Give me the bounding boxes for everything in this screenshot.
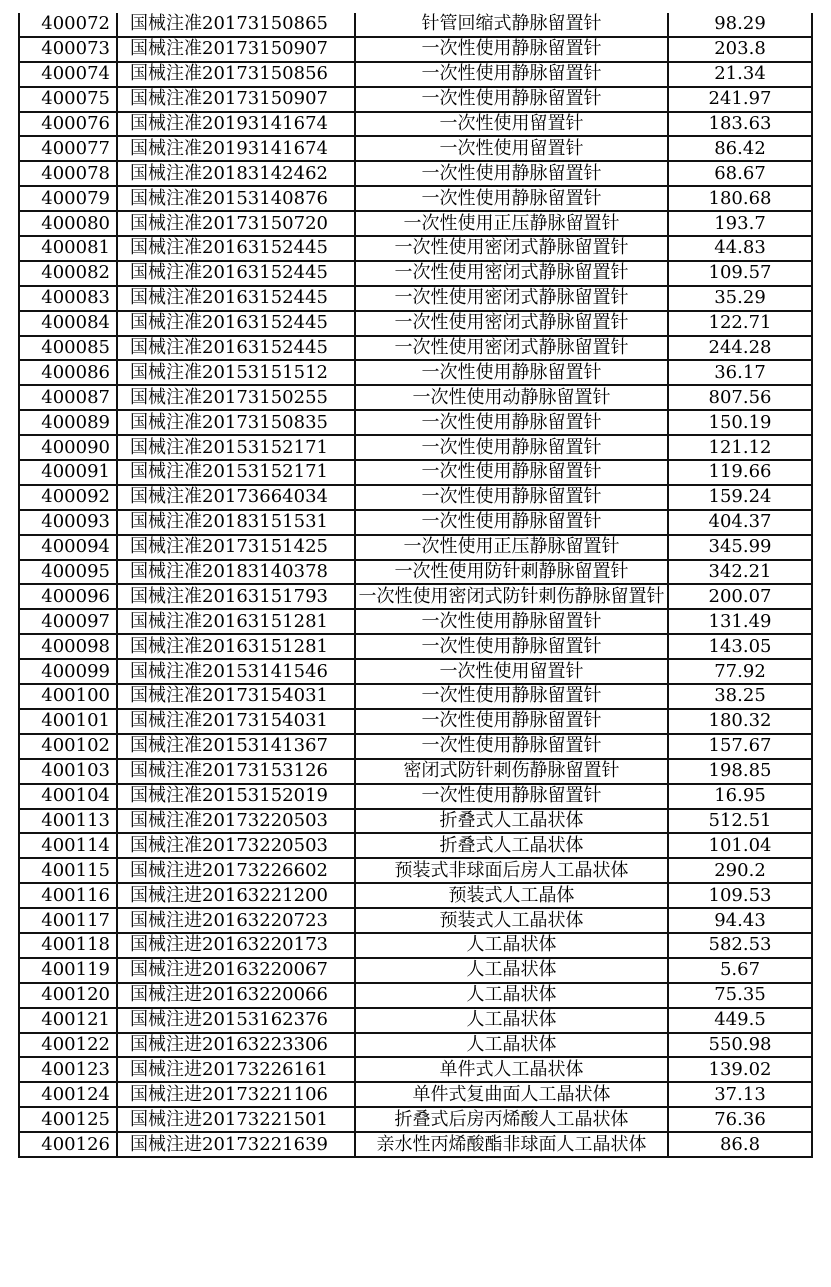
product-name-cell: 一次性使用静脉留置针 — [355, 684, 668, 709]
registration-number-cell: 国械注准20173153126 — [117, 759, 355, 784]
price-cell: 101.04 — [668, 833, 812, 858]
table-row — [19, 236, 812, 261]
price-cell: 198.85 — [668, 759, 812, 784]
registration-number-cell: 国械注准20173220503 — [117, 833, 355, 858]
code-cell: 400122 — [19, 1033, 117, 1058]
code-cell: 400123 — [19, 1057, 117, 1082]
price-cell: 86.42 — [668, 136, 812, 161]
table-row — [19, 858, 812, 883]
registration-number-cell: 国械注准20173154031 — [117, 684, 355, 709]
code-cell: 400099 — [19, 659, 117, 684]
product-name-cell: 一次性使用静脉留置针 — [355, 709, 668, 734]
table-row — [19, 87, 812, 112]
code-cell: 400089 — [19, 410, 117, 435]
price-cell: 550.98 — [668, 1033, 812, 1058]
product-name-cell: 一次性使用静脉留置针 — [355, 410, 668, 435]
price-cell: 5.67 — [668, 958, 812, 983]
code-cell: 400084 — [19, 311, 117, 336]
product-name-cell: 一次性使用密闭式静脉留置针 — [355, 261, 668, 286]
registration-number-cell: 国械注进20163220067 — [117, 958, 355, 983]
product-name-cell: 一次性使用密闭式静脉留置针 — [355, 311, 668, 336]
registration-number-cell: 国械注准20183151531 — [117, 510, 355, 535]
registration-number-cell: 国械注进20153162376 — [117, 1008, 355, 1033]
price-cell: 35.29 — [668, 286, 812, 311]
table-row — [19, 136, 812, 161]
product-name-cell: 一次性使用留置针 — [355, 659, 668, 684]
registration-number-cell: 国械注进20173221639 — [117, 1132, 355, 1157]
product-name-cell: 人工晶状体 — [355, 958, 668, 983]
product-name-cell: 一次性使用密闭式静脉留置针 — [355, 336, 668, 361]
code-cell: 400077 — [19, 136, 117, 161]
price-cell: 150.19 — [668, 410, 812, 435]
registration-number-cell: 国械注进20163220066 — [117, 983, 355, 1008]
price-cell: 143.05 — [668, 634, 812, 659]
code-cell: 400098 — [19, 634, 117, 659]
registration-number-cell: 国械注准20173154031 — [117, 709, 355, 734]
registration-number-cell: 国械注准20153140876 — [117, 186, 355, 211]
product-name-cell: 一次性使用静脉留置针 — [355, 510, 668, 535]
product-name-cell: 人工晶状体 — [355, 1033, 668, 1058]
code-cell: 400120 — [19, 983, 117, 1008]
price-cell: 122.71 — [668, 311, 812, 336]
table-row — [19, 1082, 812, 1107]
product-price-table — [18, 13, 813, 1158]
table-row — [19, 13, 812, 37]
code-cell: 400085 — [19, 336, 117, 361]
table-row — [19, 908, 812, 933]
registration-number-cell: 国械注准20153141546 — [117, 659, 355, 684]
registration-number-cell: 国械注准20163151793 — [117, 584, 355, 609]
price-cell: 203.8 — [668, 37, 812, 62]
table-row — [19, 261, 812, 286]
table-row — [19, 958, 812, 983]
table-row — [19, 659, 812, 684]
registration-number-cell: 国械注准20153152171 — [117, 435, 355, 460]
product-name-cell: 一次性使用静脉留置针 — [355, 161, 668, 186]
table-row — [19, 1008, 812, 1033]
product-name-cell: 折叠式人工晶状体 — [355, 809, 668, 834]
table-row — [19, 460, 812, 485]
price-cell: 193.7 — [668, 211, 812, 236]
code-cell: 400078 — [19, 161, 117, 186]
code-cell: 400118 — [19, 933, 117, 958]
price-cell: 121.12 — [668, 435, 812, 460]
product-name-cell: 一次性使用正压静脉留置针 — [355, 211, 668, 236]
product-name-cell: 一次性使用密闭式防针刺伤静脉留置针 — [355, 584, 668, 609]
code-cell: 400115 — [19, 858, 117, 883]
product-name-cell: 一次性使用动静脉留置针 — [355, 385, 668, 410]
table-row — [19, 784, 812, 809]
registration-number-cell: 国械注准20183142462 — [117, 161, 355, 186]
table-row — [19, 1107, 812, 1132]
code-cell: 400100 — [19, 684, 117, 709]
product-name-cell: 一次性使用防针刺静脉留置针 — [355, 560, 668, 585]
code-cell: 400104 — [19, 784, 117, 809]
code-cell: 400076 — [19, 112, 117, 137]
table-row — [19, 684, 812, 709]
code-cell: 400081 — [19, 236, 117, 261]
registration-number-cell: 国械注准20153152171 — [117, 460, 355, 485]
registration-number-cell: 国械注准20173150907 — [117, 87, 355, 112]
table-row — [19, 485, 812, 510]
table-row — [19, 833, 812, 858]
registration-number-cell: 国械注进20163223306 — [117, 1033, 355, 1058]
price-cell: 98.29 — [668, 13, 812, 37]
product-name-cell: 一次性使用静脉留置针 — [355, 37, 668, 62]
table-row — [19, 286, 812, 311]
price-cell: 241.97 — [668, 87, 812, 112]
table-row — [19, 933, 812, 958]
table-row — [19, 211, 812, 236]
registration-number-cell: 国械注准20173220503 — [117, 809, 355, 834]
product-name-cell: 密闭式防针刺伤静脉留置针 — [355, 759, 668, 784]
price-cell: 404.37 — [668, 510, 812, 535]
code-cell: 400102 — [19, 734, 117, 759]
table-row — [19, 883, 812, 908]
product-name-cell: 单件式复曲面人工晶状体 — [355, 1082, 668, 1107]
code-cell: 400075 — [19, 87, 117, 112]
code-cell: 400087 — [19, 385, 117, 410]
table-row — [19, 709, 812, 734]
code-cell: 400117 — [19, 908, 117, 933]
product-name-cell: 亲水性丙烯酸酯非球面人工晶状体 — [355, 1132, 668, 1157]
table-row — [19, 311, 812, 336]
price-cell: 77.92 — [668, 659, 812, 684]
table-row — [19, 734, 812, 759]
product-name-cell: 一次性使用留置针 — [355, 136, 668, 161]
price-cell: 119.66 — [668, 460, 812, 485]
registration-number-cell: 国械注进20163220173 — [117, 933, 355, 958]
product-name-cell: 人工晶状体 — [355, 983, 668, 1008]
registration-number-cell: 国械注准20153152019 — [117, 784, 355, 809]
registration-number-cell: 国械注进20163220723 — [117, 908, 355, 933]
product-name-cell: 一次性使用静脉留置针 — [355, 360, 668, 385]
code-cell: 400079 — [19, 186, 117, 211]
code-cell: 400080 — [19, 211, 117, 236]
price-cell: 345.99 — [668, 535, 812, 560]
table-row — [19, 809, 812, 834]
product-name-cell: 一次性使用静脉留置针 — [355, 485, 668, 510]
price-cell: 159.24 — [668, 485, 812, 510]
registration-number-cell: 国械注准20163152445 — [117, 236, 355, 261]
table-row — [19, 161, 812, 186]
table-row — [19, 759, 812, 784]
code-cell: 400090 — [19, 435, 117, 460]
price-cell: 109.57 — [668, 261, 812, 286]
table-row — [19, 634, 812, 659]
price-cell: 157.67 — [668, 734, 812, 759]
registration-number-cell: 国械注准20173664034 — [117, 485, 355, 510]
price-cell: 75.35 — [668, 983, 812, 1008]
price-cell: 76.36 — [668, 1107, 812, 1132]
product-name-cell: 一次性使用密闭式静脉留置针 — [355, 236, 668, 261]
price-cell: 180.32 — [668, 709, 812, 734]
table-row — [19, 336, 812, 361]
product-name-cell: 一次性使用静脉留置针 — [355, 634, 668, 659]
product-name-cell: 折叠式人工晶状体 — [355, 833, 668, 858]
table-row — [19, 435, 812, 460]
product-name-cell: 一次性使用静脉留置针 — [355, 609, 668, 634]
registration-number-cell: 国械注准20163152445 — [117, 261, 355, 286]
registration-number-cell: 国械注准20153141367 — [117, 734, 355, 759]
product-name-cell: 预装式非球面后房人工晶状体 — [355, 858, 668, 883]
price-cell: 200.07 — [668, 584, 812, 609]
registration-number-cell: 国械注准20163151281 — [117, 634, 355, 659]
price-cell: 44.83 — [668, 236, 812, 261]
registration-number-cell: 国械注准20163152445 — [117, 336, 355, 361]
registration-number-cell: 国械注准20163152445 — [117, 311, 355, 336]
code-cell: 400116 — [19, 883, 117, 908]
price-cell: 512.51 — [668, 809, 812, 834]
price-cell: 38.25 — [668, 684, 812, 709]
product-name-cell: 一次性使用静脉留置针 — [355, 87, 668, 112]
code-cell: 400096 — [19, 584, 117, 609]
code-cell: 400125 — [19, 1107, 117, 1132]
product-name-cell: 一次性使用静脉留置针 — [355, 784, 668, 809]
table-row — [19, 560, 812, 585]
table-row — [19, 535, 812, 560]
price-cell: 244.28 — [668, 336, 812, 361]
price-cell: 94.43 — [668, 908, 812, 933]
code-cell: 400121 — [19, 1008, 117, 1033]
code-cell: 400113 — [19, 809, 117, 834]
product-name-cell: 折叠式后房丙烯酸人工晶状体 — [355, 1107, 668, 1132]
code-cell: 400114 — [19, 833, 117, 858]
table-row — [19, 1132, 812, 1157]
code-cell: 400072 — [19, 13, 117, 37]
table-row — [19, 584, 812, 609]
registration-number-cell: 国械注准20163152445 — [117, 286, 355, 311]
price-cell: 342.21 — [668, 560, 812, 585]
product-name-cell: 一次性使用密闭式静脉留置针 — [355, 286, 668, 311]
code-cell: 400082 — [19, 261, 117, 286]
price-cell: 449.5 — [668, 1008, 812, 1033]
price-cell: 183.63 — [668, 112, 812, 137]
registration-number-cell: 国械注准20193141674 — [117, 136, 355, 161]
registration-number-cell: 国械注准20173150720 — [117, 211, 355, 236]
table-row — [19, 360, 812, 385]
product-name-cell: 一次性使用正压静脉留置针 — [355, 535, 668, 560]
product-name-cell: 一次性使用静脉留置针 — [355, 460, 668, 485]
product-name-cell: 人工晶状体 — [355, 933, 668, 958]
registration-number-cell: 国械注准20153151512 — [117, 360, 355, 385]
price-cell: 16.95 — [668, 784, 812, 809]
code-cell: 400073 — [19, 37, 117, 62]
code-cell: 400101 — [19, 709, 117, 734]
product-name-cell: 预装式人工晶状体 — [355, 908, 668, 933]
table-row — [19, 37, 812, 62]
price-cell: 807.56 — [668, 385, 812, 410]
code-cell: 400095 — [19, 560, 117, 585]
table-row — [19, 410, 812, 435]
registration-number-cell: 国械注准20173151425 — [117, 535, 355, 560]
registration-number-cell: 国械注进20173226161 — [117, 1057, 355, 1082]
product-name-cell: 一次性使用静脉留置针 — [355, 62, 668, 87]
registration-number-cell: 国械注准20173150255 — [117, 385, 355, 410]
table-row — [19, 609, 812, 634]
price-cell: 139.02 — [668, 1057, 812, 1082]
table-row — [19, 385, 812, 410]
code-cell: 400119 — [19, 958, 117, 983]
product-name-cell: 人工晶状体 — [355, 1008, 668, 1033]
registration-number-cell: 国械注准20173150907 — [117, 37, 355, 62]
code-cell: 400126 — [19, 1132, 117, 1157]
registration-number-cell: 国械注准20173150856 — [117, 62, 355, 87]
registration-number-cell: 国械注进20173221106 — [117, 1082, 355, 1107]
code-cell: 400124 — [19, 1082, 117, 1107]
price-cell: 290.2 — [668, 858, 812, 883]
table-row — [19, 62, 812, 87]
product-name-cell: 一次性使用留置针 — [355, 112, 668, 137]
code-cell: 400094 — [19, 535, 117, 560]
code-cell: 400074 — [19, 62, 117, 87]
price-cell: 68.67 — [668, 161, 812, 186]
product-name-cell: 一次性使用静脉留置针 — [355, 734, 668, 759]
table-row — [19, 186, 812, 211]
price-cell: 36.17 — [668, 360, 812, 385]
price-cell: 131.49 — [668, 609, 812, 634]
registration-number-cell: 国械注进20173221501 — [117, 1107, 355, 1132]
code-cell: 400086 — [19, 360, 117, 385]
product-name-cell: 针管回缩式静脉留置针 — [355, 13, 668, 37]
code-cell: 400103 — [19, 759, 117, 784]
price-cell: 37.13 — [668, 1082, 812, 1107]
product-name-cell: 预装式人工晶体 — [355, 883, 668, 908]
table-row — [19, 1057, 812, 1082]
price-cell: 109.53 — [668, 883, 812, 908]
registration-number-cell: 国械注准20193141674 — [117, 112, 355, 137]
table-row — [19, 510, 812, 535]
registration-number-cell: 国械注准20173150835 — [117, 410, 355, 435]
registration-number-cell: 国械注准20163151281 — [117, 609, 355, 634]
price-cell: 180.68 — [668, 186, 812, 211]
registration-number-cell: 国械注准20173150865 — [117, 13, 355, 37]
table-body — [19, 13, 812, 1157]
registration-number-cell: 国械注准20183140378 — [117, 560, 355, 585]
product-name-cell: 一次性使用静脉留置针 — [355, 186, 668, 211]
product-name-cell: 一次性使用静脉留置针 — [355, 435, 668, 460]
product-name-cell: 单件式人工晶状体 — [355, 1057, 668, 1082]
table-row — [19, 1033, 812, 1058]
code-cell: 400083 — [19, 286, 117, 311]
code-cell: 400097 — [19, 609, 117, 634]
code-cell: 400093 — [19, 510, 117, 535]
price-cell: 21.34 — [668, 62, 812, 87]
registration-number-cell: 国械注进20163221200 — [117, 883, 355, 908]
registration-number-cell: 国械注进20173226602 — [117, 858, 355, 883]
code-cell: 400092 — [19, 485, 117, 510]
table-row — [19, 112, 812, 137]
table-row — [19, 983, 812, 1008]
price-cell: 582.53 — [668, 933, 812, 958]
code-cell: 400091 — [19, 460, 117, 485]
price-cell: 86.8 — [668, 1132, 812, 1157]
